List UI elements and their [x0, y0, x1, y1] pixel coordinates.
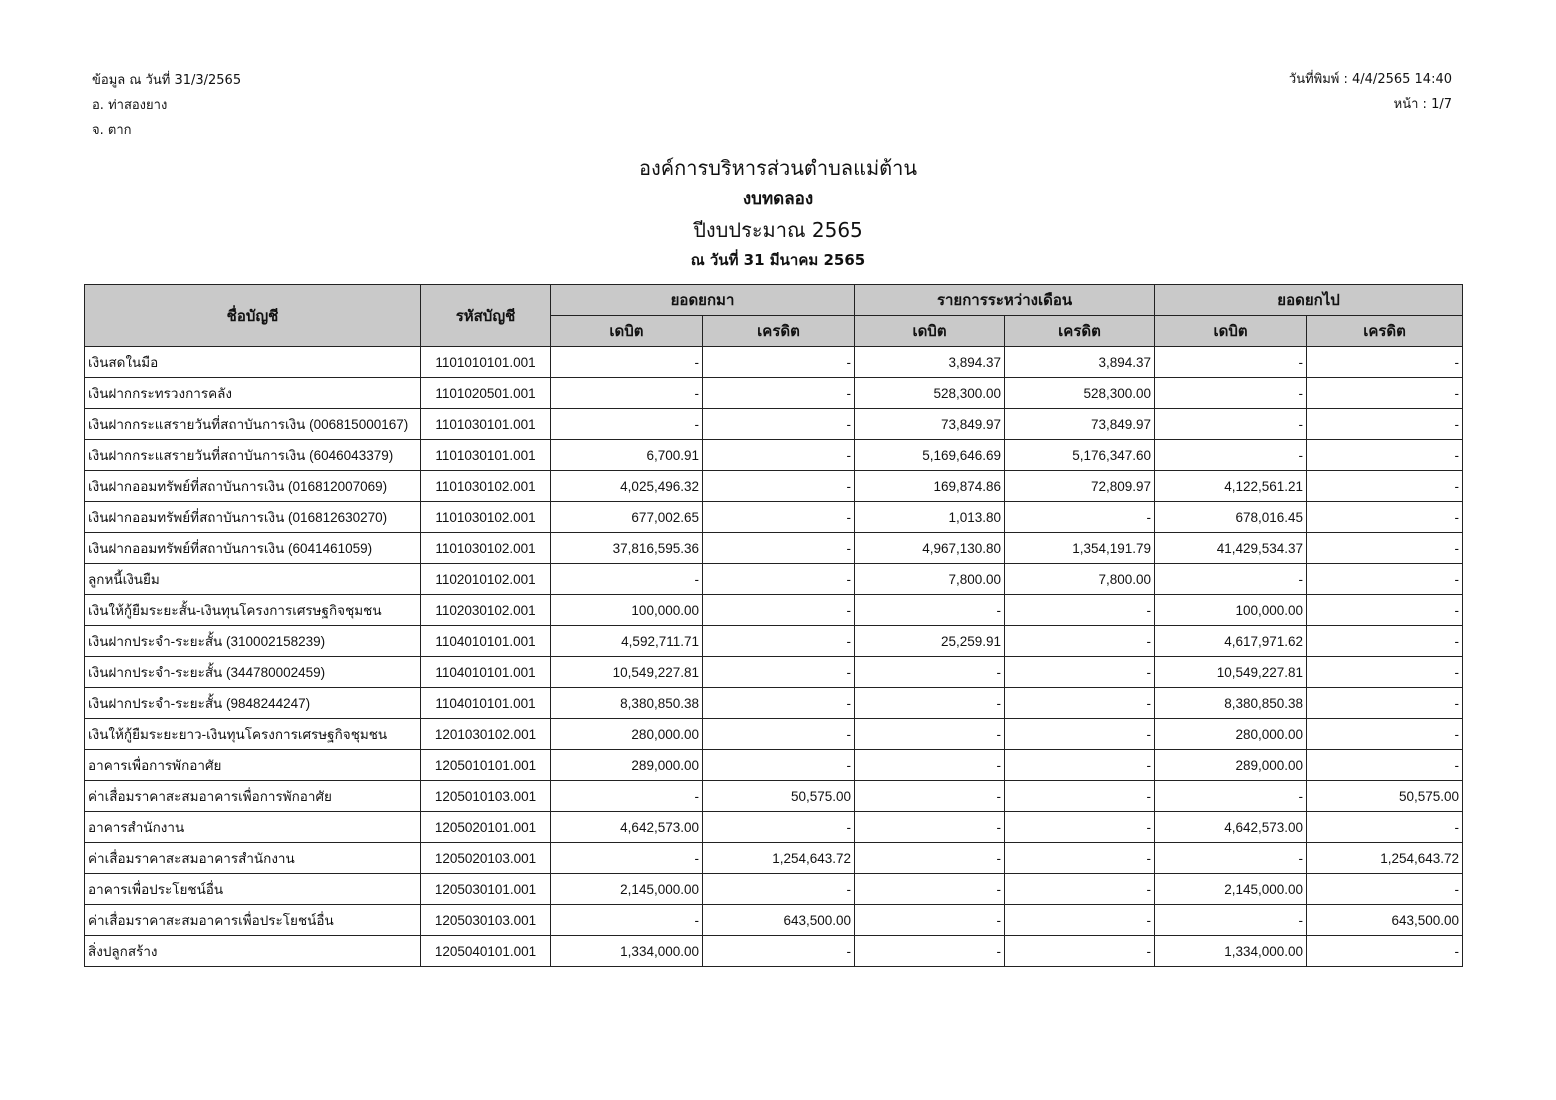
account-name-cell: ลูกหนี้เงินยืม — [85, 564, 421, 595]
brought-forward-debit-cell: - — [551, 409, 703, 440]
brought-forward-credit-cell: - — [703, 502, 855, 533]
brought-forward-debit-cell: 100,000.00 — [551, 595, 703, 626]
brought-forward-credit-cell: - — [703, 688, 855, 719]
brought-forward-credit-cell: - — [703, 936, 855, 967]
account-name-cell: เงินฝากกระทรวงการคลัง — [85, 378, 421, 409]
table-row — [85, 688, 1463, 719]
account-name-cell: เงินให้กู้ยืมระยะสั้น-เงินทุนโครงการเศรษฐกิจชุมชน — [85, 595, 421, 626]
header-brought-forward: ยอดยกมา — [551, 285, 855, 316]
table-row — [85, 657, 1463, 688]
month-debit-cell: 1,013.80 — [855, 502, 1005, 533]
account-code-cell: 1102030102.001 — [421, 595, 551, 626]
month-credit-cell: - — [1005, 502, 1155, 533]
month-debit-cell: - — [855, 595, 1005, 626]
carried-forward-debit-cell: - — [1155, 440, 1307, 471]
carried-forward-credit-cell: - — [1307, 502, 1463, 533]
carried-forward-credit-cell: - — [1307, 750, 1463, 781]
carried-forward-debit-cell: 1,334,000.00 — [1155, 936, 1307, 967]
table-row — [85, 812, 1463, 843]
organization-title: องค์การบริหารส่วนตำบลแม่ต้าน — [638, 156, 918, 180]
month-credit-cell: 1,354,191.79 — [1005, 533, 1155, 564]
carried-forward-credit-cell: 643,500.00 — [1307, 905, 1463, 936]
brought-forward-debit-cell: - — [551, 905, 703, 936]
account-code-cell: 1205020101.001 — [421, 812, 551, 843]
table-row — [85, 409, 1463, 440]
table-row — [85, 781, 1463, 812]
carried-forward-credit-cell: - — [1307, 347, 1463, 378]
account-name-cell: ค่าเสื่อมราคาสะสมอาคารสำนักงาน — [85, 843, 421, 874]
carried-forward-debit-cell: 41,429,534.37 — [1155, 533, 1307, 564]
month-credit-cell: - — [1005, 719, 1155, 750]
account-code-cell: 1205040101.001 — [421, 936, 551, 967]
province-name: จ. ตาก — [92, 123, 132, 138]
carried-forward-credit-cell: - — [1307, 874, 1463, 905]
month-debit-cell: 5,169,646.69 — [855, 440, 1005, 471]
account-name-cell: อาคารเพื่อประโยชน์อื่น — [85, 874, 421, 905]
brought-forward-credit-cell: 50,575.00 — [703, 781, 855, 812]
carried-forward-debit-cell: - — [1155, 347, 1307, 378]
brought-forward-debit-cell: 10,549,227.81 — [551, 657, 703, 688]
account-code-cell: 1101030101.001 — [421, 409, 551, 440]
report-info-right — [1289, 67, 1452, 117]
carried-forward-debit-cell: - — [1155, 564, 1307, 595]
carried-forward-credit-cell: - — [1307, 409, 1463, 440]
print-date: วันที่พิมพ์ : 4/4/2565 14:40 — [1288, 72, 1452, 87]
brought-forward-credit-cell: 643,500.00 — [703, 905, 855, 936]
account-name-cell: เงินสดในมือ — [85, 347, 421, 378]
carried-forward-debit-cell: - — [1155, 905, 1307, 936]
brought-forward-debit-cell: 1,334,000.00 — [551, 936, 703, 967]
as-of-date-title: ณ วันที่ 31 มีนาคม 2565 — [690, 251, 866, 269]
carried-forward-debit-cell: - — [1155, 409, 1307, 440]
account-code-cell: 1205030101.001 — [421, 874, 551, 905]
brought-forward-debit-cell: - — [551, 564, 703, 595]
table-row — [85, 378, 1463, 409]
carried-forward-debit-cell: 100,000.00 — [1155, 595, 1307, 626]
account-code-cell: 1205030103.001 — [421, 905, 551, 936]
carried-forward-credit-cell: - — [1307, 533, 1463, 564]
month-debit-cell: 7,800.00 — [855, 564, 1005, 595]
brought-forward-credit-cell: - — [703, 874, 855, 905]
month-debit-cell: - — [855, 719, 1005, 750]
brought-forward-credit-cell: - — [703, 812, 855, 843]
page-number: หน้า : 1/7 — [1393, 97, 1452, 112]
district-name: อ. ท่าสองยาง — [92, 98, 168, 113]
carried-forward-credit-cell: 50,575.00 — [1307, 781, 1463, 812]
carried-forward-debit-cell: 2,145,000.00 — [1155, 874, 1307, 905]
month-debit-cell: - — [855, 874, 1005, 905]
month-debit-cell: - — [855, 657, 1005, 688]
carried-forward-debit-cell: 8,380,850.38 — [1155, 688, 1307, 719]
month-debit-cell: - — [855, 781, 1005, 812]
month-credit-cell: 7,800.00 — [1005, 564, 1155, 595]
report-title: งบทดลอง — [742, 189, 814, 209]
month-credit-cell: - — [1005, 750, 1155, 781]
brought-forward-debit-cell: 37,816,595.36 — [551, 533, 703, 564]
brought-forward-credit-cell: - — [703, 533, 855, 564]
header-account-name: ชื่อบัญชี — [85, 285, 421, 347]
table-row — [85, 440, 1463, 471]
account-name-cell: เงินฝากออมทรัพย์ที่สถาบันการเงิน (016812007069) — [85, 471, 421, 502]
table-row — [85, 533, 1463, 564]
month-credit-cell: - — [1005, 688, 1155, 719]
table-row — [85, 843, 1463, 874]
carried-forward-credit-cell: - — [1307, 378, 1463, 409]
header-during-month: รายการระหว่างเดือน — [855, 285, 1155, 316]
carried-forward-debit-cell: - — [1155, 781, 1307, 812]
header-credit: เครดิต — [1005, 316, 1155, 347]
account-code-cell: 1101030101.001 — [421, 440, 551, 471]
account-name-cell: เงินฝากออมทรัพย์ที่สถาบันการเงิน (6041461059) — [85, 533, 421, 564]
brought-forward-debit-cell: - — [551, 378, 703, 409]
header-account-code: รหัสบัญชี — [421, 285, 551, 347]
brought-forward-credit-cell: - — [703, 564, 855, 595]
month-credit-cell: - — [1005, 657, 1155, 688]
table-row — [85, 750, 1463, 781]
brought-forward-credit-cell: - — [703, 440, 855, 471]
table-row — [85, 347, 1463, 378]
month-credit-cell: - — [1005, 874, 1155, 905]
account-name-cell: เงินฝากประจำ-ระยะสั้น (310002158239) — [85, 626, 421, 657]
month-credit-cell: 5,176,347.60 — [1005, 440, 1155, 471]
brought-forward-credit-cell: 1,254,643.72 — [703, 843, 855, 874]
month-debit-cell: 3,894.37 — [855, 347, 1005, 378]
account-name-cell: เงินฝากประจำ-ระยะสั้น (9848244247) — [85, 688, 421, 719]
brought-forward-debit-cell: 4,642,573.00 — [551, 812, 703, 843]
brought-forward-debit-cell: - — [551, 347, 703, 378]
carried-forward-debit-cell: 280,000.00 — [1155, 719, 1307, 750]
month-credit-cell: - — [1005, 812, 1155, 843]
account-code-cell: 1104010101.001 — [421, 626, 551, 657]
carried-forward-credit-cell: - — [1307, 688, 1463, 719]
carried-forward-credit-cell: - — [1307, 719, 1463, 750]
month-credit-cell: - — [1005, 905, 1155, 936]
account-name-cell: ค่าเสื่อมราคาสะสมอาคารเพื่อการพักอาศัย — [85, 781, 421, 812]
data-as-of-date: ข้อมูล ณ วันที่ 31/3/2565 — [92, 73, 242, 88]
brought-forward-credit-cell: - — [703, 750, 855, 781]
account-name-cell: สิ่งปลูกสร้าง — [85, 936, 421, 967]
account-code-cell: 1201030102.001 — [421, 719, 551, 750]
carried-forward-debit-cell: 678,016.45 — [1155, 502, 1307, 533]
month-debit-cell: - — [855, 812, 1005, 843]
trial-balance-table — [84, 284, 1463, 967]
account-code-cell: 1205010103.001 — [421, 781, 551, 812]
brought-forward-debit-cell: 8,380,850.38 — [551, 688, 703, 719]
account-name-cell: อาคารสำนักงาน — [85, 812, 421, 843]
month-debit-cell: 169,874.86 — [855, 471, 1005, 502]
brought-forward-debit-cell: 280,000.00 — [551, 719, 703, 750]
carried-forward-credit-cell: - — [1307, 657, 1463, 688]
header-carried-forward: ยอดยกไป — [1155, 285, 1463, 316]
table-row — [85, 905, 1463, 936]
table-row — [85, 564, 1463, 595]
header-credit: เครดิต — [703, 316, 855, 347]
month-debit-cell: 25,259.91 — [855, 626, 1005, 657]
brought-forward-debit-cell: 2,145,000.00 — [551, 874, 703, 905]
brought-forward-debit-cell: - — [551, 781, 703, 812]
carried-forward-debit-cell: 10,549,227.81 — [1155, 657, 1307, 688]
brought-forward-debit-cell: 289,000.00 — [551, 750, 703, 781]
account-code-cell: 1104010101.001 — [421, 657, 551, 688]
month-credit-cell: 72,809.97 — [1005, 471, 1155, 502]
report-titles — [0, 152, 1556, 274]
carried-forward-debit-cell: - — [1155, 378, 1307, 409]
brought-forward-debit-cell: 4,025,496.32 — [551, 471, 703, 502]
carried-forward-credit-cell: - — [1307, 440, 1463, 471]
account-code-cell: 1205010101.001 — [421, 750, 551, 781]
brought-forward-credit-cell: - — [703, 471, 855, 502]
account-code-cell: 1101030102.001 — [421, 533, 551, 564]
month-credit-cell: - — [1005, 936, 1155, 967]
brought-forward-credit-cell: - — [703, 657, 855, 688]
account-name-cell: อาคารเพื่อการพักอาศัย — [85, 750, 421, 781]
month-debit-cell: - — [855, 843, 1005, 874]
month-credit-cell: - — [1005, 595, 1155, 626]
header-credit: เครดิต — [1307, 316, 1463, 347]
table-body — [85, 347, 1463, 967]
month-credit-cell: - — [1005, 843, 1155, 874]
carried-forward-debit-cell: 4,617,971.62 — [1155, 626, 1307, 657]
brought-forward-credit-cell: - — [703, 595, 855, 626]
brought-forward-debit-cell: 4,592,711.71 — [551, 626, 703, 657]
month-credit-cell: 73,849.97 — [1005, 409, 1155, 440]
brought-forward-credit-cell: - — [703, 378, 855, 409]
account-name-cell: เงินให้กู้ยืมระยะยาว-เงินทุนโครงการเศรษฐกิจชุมชน — [85, 719, 421, 750]
month-debit-cell: 73,849.97 — [855, 409, 1005, 440]
month-debit-cell: - — [855, 936, 1005, 967]
carried-forward-debit-cell: 289,000.00 — [1155, 750, 1307, 781]
month-credit-cell: 528,300.00 — [1005, 378, 1155, 409]
carried-forward-credit-cell: 1,254,643.72 — [1307, 843, 1463, 874]
brought-forward-debit-cell: - — [551, 843, 703, 874]
month-debit-cell: 4,967,130.80 — [855, 533, 1005, 564]
carried-forward-credit-cell: - — [1307, 564, 1463, 595]
table-row — [85, 471, 1463, 502]
carried-forward-credit-cell: - — [1307, 936, 1463, 967]
carried-forward-debit-cell: 4,642,573.00 — [1155, 812, 1307, 843]
carried-forward-debit-cell: - — [1155, 843, 1307, 874]
fiscal-year-title: ปีงบประมาณ 2565 — [693, 218, 863, 242]
brought-forward-credit-cell: - — [703, 347, 855, 378]
brought-forward-credit-cell: - — [703, 409, 855, 440]
account-name-cell: เงินฝากกระแสรายวันที่สถาบันการเงิน (006815000167) — [85, 409, 421, 440]
account-code-cell: 1101030102.001 — [421, 471, 551, 502]
table-row — [85, 936, 1463, 967]
table-row — [85, 626, 1463, 657]
month-debit-cell: 528,300.00 — [855, 378, 1005, 409]
header-debit: เดบิต — [1155, 316, 1307, 347]
header-debit: เดบิต — [551, 316, 703, 347]
account-code-cell: 1101010101.001 — [421, 347, 551, 378]
month-debit-cell: - — [855, 688, 1005, 719]
account-code-cell: 1104010101.001 — [421, 688, 551, 719]
account-name-cell: เงินฝากกระแสรายวันที่สถาบันการเงิน (6046043379) — [85, 440, 421, 471]
account-code-cell: 1102010102.001 — [421, 564, 551, 595]
account-name-cell: เงินฝากออมทรัพย์ที่สถาบันการเงิน (016812630270) — [85, 502, 421, 533]
brought-forward-debit-cell: 6,700.91 — [551, 440, 703, 471]
month-credit-cell: 3,894.37 — [1005, 347, 1155, 378]
account-name-cell: เงินฝากประจำ-ระยะสั้น (344780002459) — [85, 657, 421, 688]
account-code-cell: 1101030102.001 — [421, 502, 551, 533]
carried-forward-credit-cell: - — [1307, 626, 1463, 657]
account-code-cell: 1205020103.001 — [421, 843, 551, 874]
table-row — [85, 719, 1463, 750]
report-info-left — [92, 68, 241, 143]
table-row — [85, 595, 1463, 626]
month-credit-cell: - — [1005, 781, 1155, 812]
table-row — [85, 502, 1463, 533]
month-debit-cell: - — [855, 905, 1005, 936]
table-row — [85, 874, 1463, 905]
carried-forward-credit-cell: - — [1307, 595, 1463, 626]
carried-forward-credit-cell: - — [1307, 471, 1463, 502]
brought-forward-debit-cell: 677,002.65 — [551, 502, 703, 533]
brought-forward-credit-cell: - — [703, 626, 855, 657]
carried-forward-debit-cell: 4,122,561.21 — [1155, 471, 1307, 502]
carried-forward-credit-cell: - — [1307, 812, 1463, 843]
month-credit-cell: - — [1005, 626, 1155, 657]
brought-forward-credit-cell: - — [703, 719, 855, 750]
account-name-cell: ค่าเสื่อมราคาสะสมอาคารเพื่อประโยชน์อื่น — [85, 905, 421, 936]
month-debit-cell: - — [855, 750, 1005, 781]
header-debit: เดบิต — [855, 316, 1005, 347]
account-code-cell: 1101020501.001 — [421, 378, 551, 409]
